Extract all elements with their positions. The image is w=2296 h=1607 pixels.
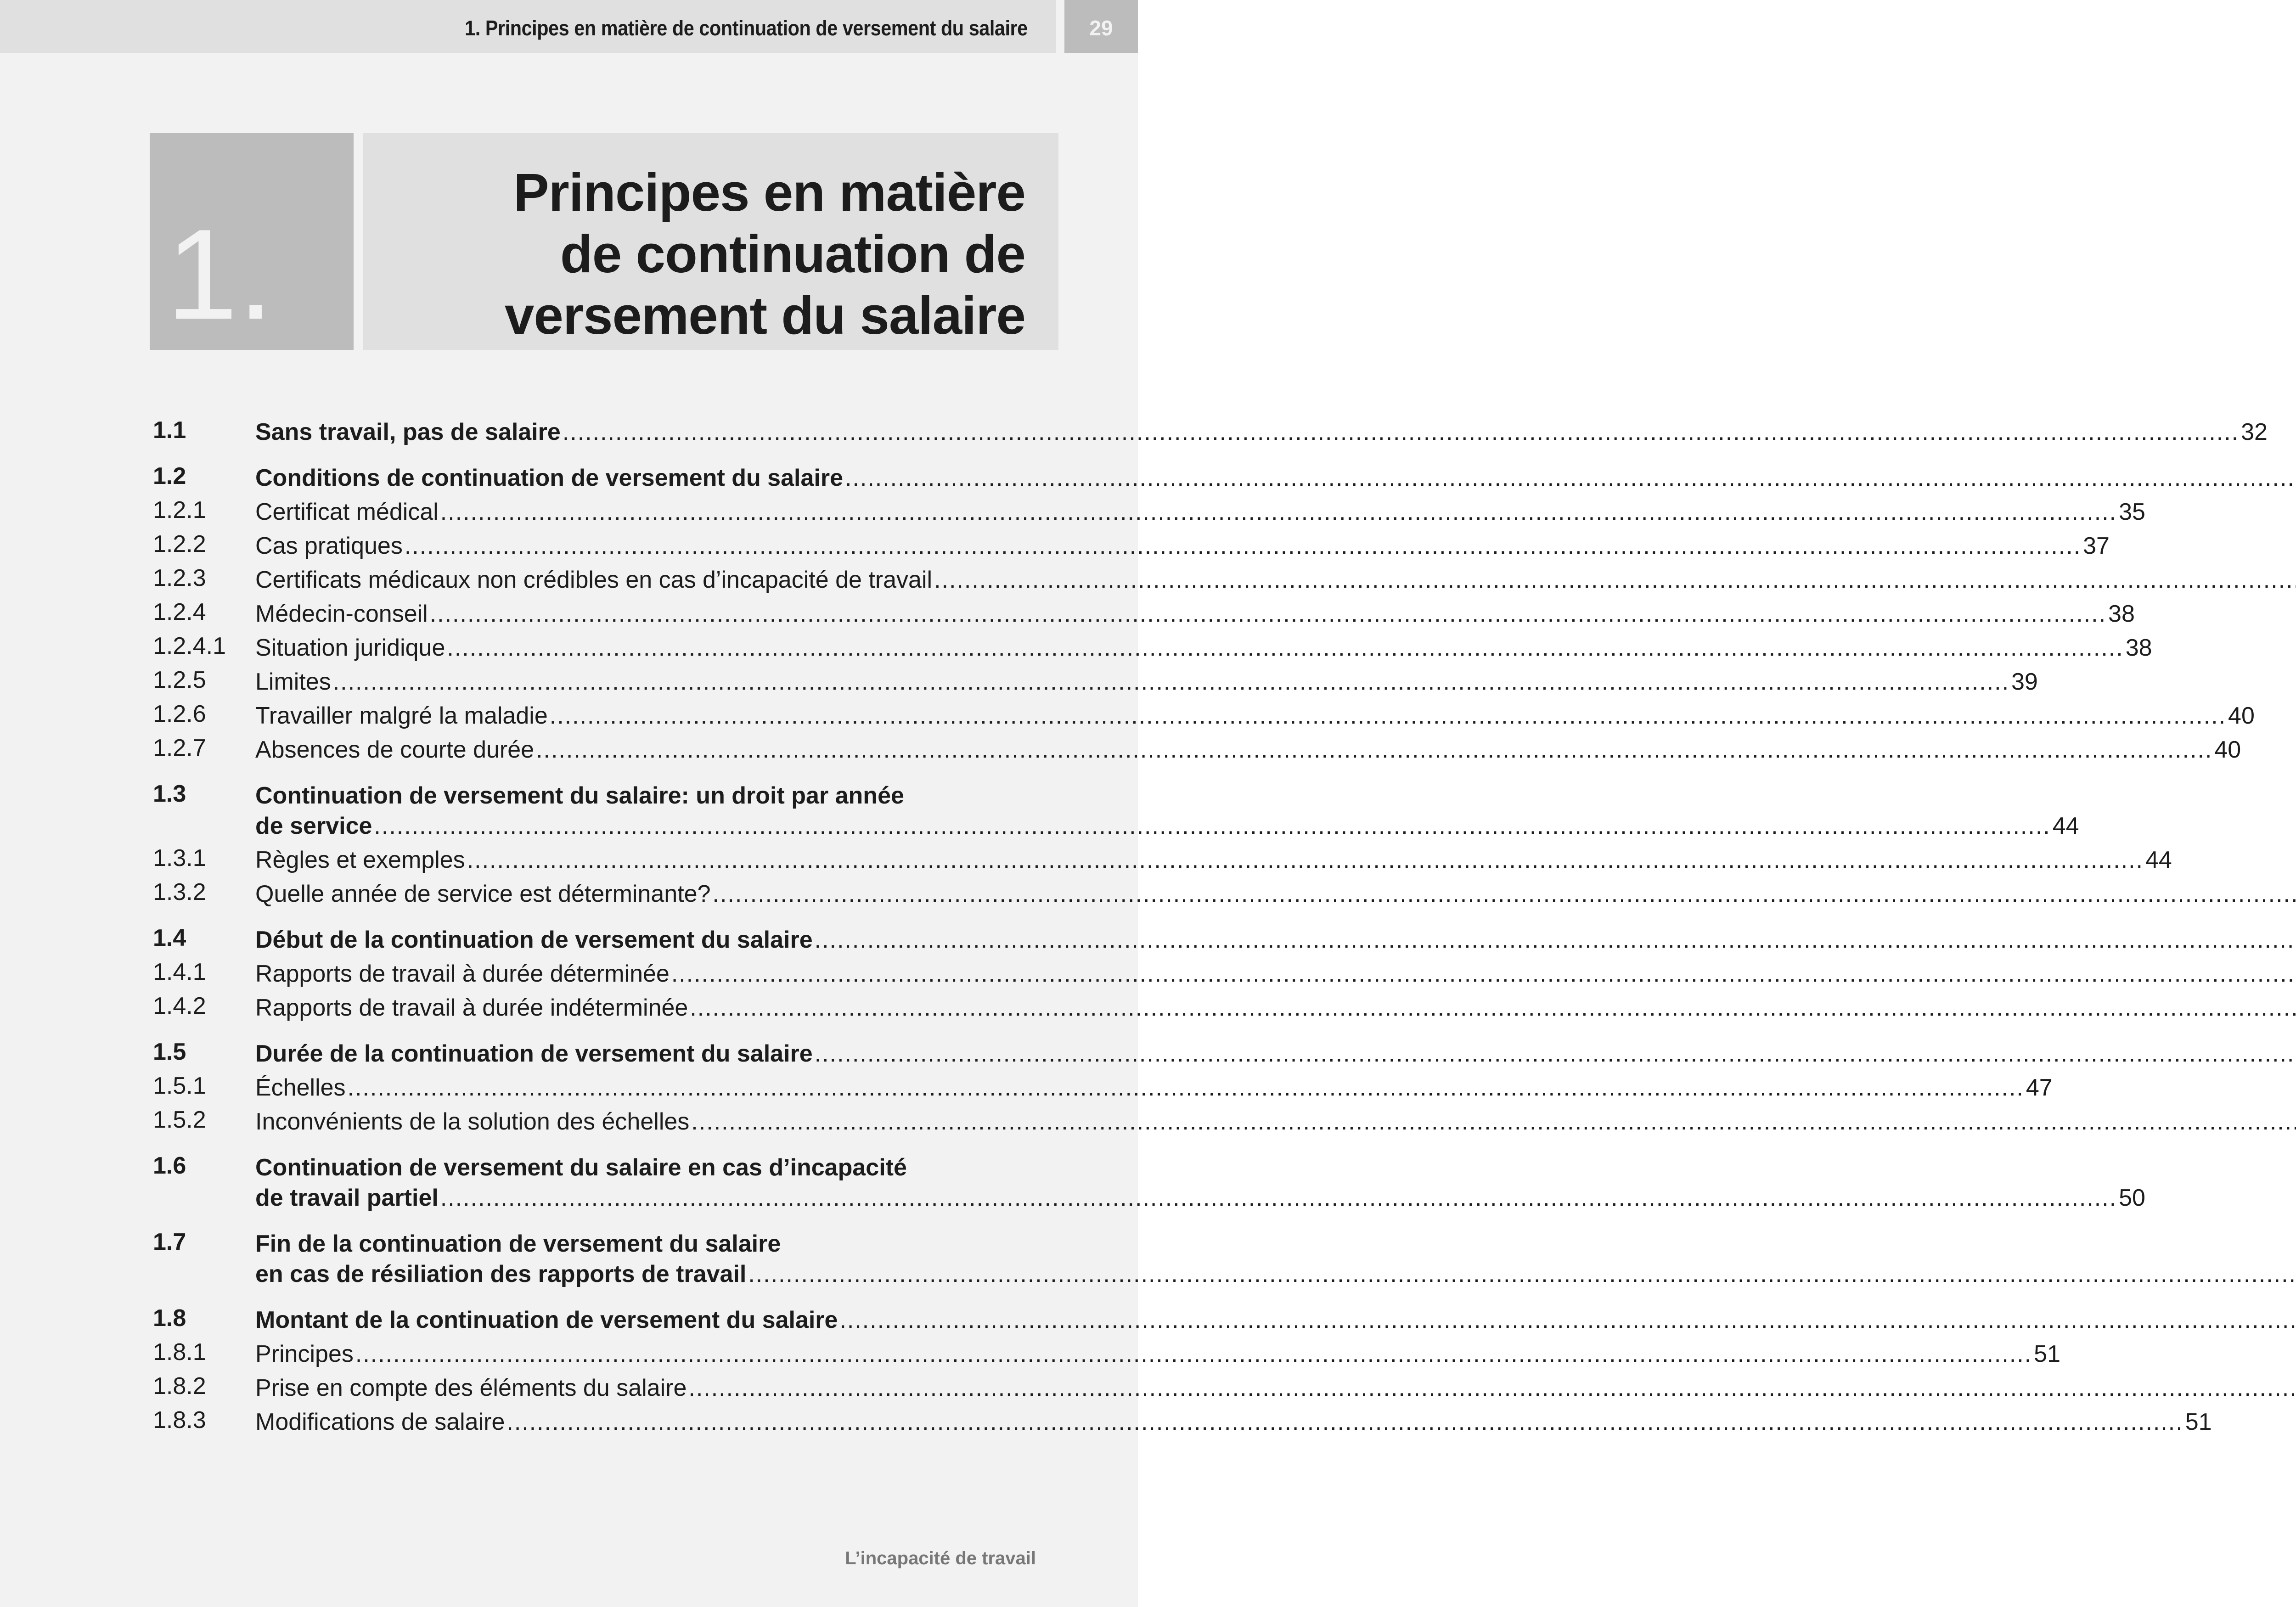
toc-entry-number: 1.2.1 [153,497,206,523]
toc-entry-number: 1.2 [153,463,186,489]
toc-entry-title: Règles et exemples [255,847,465,873]
toc-dot-leader [405,531,2081,561]
toc-dot-leader [688,1373,2296,1403]
toc-entry-body [255,1073,2053,1103]
toc-entry-line [255,1107,2296,1137]
toc-entry-body [255,463,2296,493]
toc-entry-number: 1.8.2 [153,1373,206,1399]
toc-entry[interactable] [153,1403,2212,1437]
toc-entry-body [255,633,2152,663]
toc-dot-leader [934,565,2296,595]
toc-entry-title-line1: Continuation de versement du salaire: un droit par année [255,782,904,809]
chapter-title-line: versement du salaire [504,286,1025,345]
toc-entry-title: Principes [255,1341,354,1367]
toc-entry-body [255,417,2268,447]
toc-entry-body [255,1407,2212,1437]
chapter-title-box [363,133,1058,350]
toc-entry-body [255,531,2110,561]
toc-entry-number: 1.2.4.1 [153,633,226,659]
toc-entry-title: Rapports de travail à durée indéterminée [255,995,688,1021]
toc-entry-line [255,959,2296,989]
toc-entry-number: 1.2.4 [153,599,206,625]
toc-entry-page: 40 [2214,736,2241,763]
toc-entry-body [255,497,2145,527]
toc-entry[interactable] [153,493,2145,527]
toc-entry[interactable] [153,777,2079,841]
toc-entry-page: 38 [2108,601,2135,627]
toc-entry-number: 1.3.2 [153,879,206,905]
toc-dot-leader [845,463,2296,493]
toc-entry-page: 50 [2119,1185,2145,1211]
toc-dot-leader [440,1183,2117,1213]
toc-entry-number: 1.8.3 [153,1407,206,1433]
running-head [0,0,1056,53]
toc-entry-page: 40 [2228,702,2255,729]
toc-entry-page: 37 [2083,533,2110,559]
toc-entry-number: 1.3 [153,781,186,807]
toc-entry-body [255,1229,2296,1289]
toc-entry-page: 47 [2026,1074,2053,1101]
toc-entry-title: Inconvénients de la solution des échelles [255,1108,690,1135]
toc-entry-title: Quelle année de service est déterminante? [255,881,711,907]
toc-entry-title: en cas de résiliation des rapports de travail [255,1261,747,1287]
toc-entry-line [255,735,2241,765]
toc-entry-number: 1.3.1 [153,845,206,871]
toc-entry-page: 38 [2125,635,2152,661]
toc-entry[interactable] [153,1301,1046,1335]
toc-entry-number: 1.2.6 [153,701,206,727]
toc-entry[interactable] [153,527,2110,561]
toc-entry-number: 1.5 [153,1039,186,1065]
toc-entry-line [255,845,2172,875]
toc-entry-page: 51 [2034,1341,2061,1367]
toc-entry-title: de travail partiel [255,1185,439,1211]
footer-book-title: L’incapacité de travail [845,1548,1036,1568]
toc-entry-number: 1.5.1 [153,1073,206,1099]
toc-entry-line [255,1373,2296,1403]
toc-entry-line [255,701,2255,731]
toc-entry[interactable] [153,841,2172,875]
toc-entry[interactable] [153,921,1046,955]
toc-dot-leader [348,1073,2024,1103]
toc-entry-number: 1.8.1 [153,1339,206,1365]
toc-entry-number: 1.6 [153,1152,186,1179]
toc-entry-body [255,735,2241,765]
toc-dot-leader [690,993,2296,1023]
page-number: 29 [1089,16,1113,40]
toc-dot-leader [815,925,2296,955]
toc-entry-number: 1.2.2 [153,531,206,557]
toc-entry-page: 51 [2185,1409,2212,1435]
toc-entry-body [255,565,2296,595]
toc-dot-leader [671,959,2296,989]
toc-entry[interactable] [153,663,2038,697]
toc-entry[interactable] [153,1035,1046,1069]
toc-entry-number: 1.2.3 [153,565,206,591]
toc-entry-title: Situation juridique [255,635,445,661]
toc-entry-title: Absences de courte durée [255,736,535,763]
toc-entry-page: 44 [2145,847,2172,873]
toc-entry-title: Certificat médical [255,499,439,525]
toc-entry[interactable] [153,697,2255,731]
toc-dot-leader [536,735,2212,765]
toc-entry-line [255,1407,2212,1437]
toc-entry-title: Médecin-conseil [255,601,428,627]
toc-entry[interactable] [153,595,2135,629]
toc-entry-body [255,781,2079,841]
toc-entry[interactable] [153,561,1046,595]
toc-entry-title-line1: Fin de la continuation de versement du salaire [255,1231,781,1257]
toc-entry[interactable] [153,1335,2061,1369]
toc-entry-number: 1.4 [153,925,186,951]
toc-dot-leader [374,811,2050,841]
chapter-title-line: de continuation de [560,224,1025,284]
table-of-contents [153,413,2268,1437]
toc-entry-line [255,1305,2296,1335]
toc-entry-body [255,701,2255,731]
toc-entry[interactable] [153,1149,2145,1213]
chapter-title-line: Principes en matière [513,163,1025,222]
toc-entry-line [255,667,2038,697]
toc-entry-line [255,599,2135,629]
toc-entry-title-line1: Continuation de versement du salaire en cas d’incapacité [255,1154,907,1181]
toc-entry-body [255,1152,2145,1213]
toc-entry-line [255,993,2296,1023]
toc-dot-leader [440,497,2117,527]
toc-dot-leader [333,667,2009,697]
toc-entry[interactable] [153,1069,2053,1103]
toc-entry-body [255,879,2296,909]
toc-entry-line [255,1339,2060,1369]
toc-entry-page: 39 [2011,669,2038,695]
toc-entry[interactable] [153,629,2152,663]
chapter-number: 1. [166,203,274,346]
toc-entry-number: 1.5.2 [153,1107,206,1133]
toc-entry-body [255,1107,2296,1137]
toc-entry-body [255,1039,2296,1069]
toc-entry-body [255,959,2296,989]
toc-dot-leader [355,1339,2032,1369]
toc-dot-leader [550,701,2226,731]
toc-entry-line [255,1039,2296,1069]
toc-entry-number: 1.7 [153,1229,186,1255]
toc-entry-title: Prise en compte des éléments du salaire [255,1375,687,1401]
toc-dot-leader [563,417,2239,447]
toc-dot-leader [748,1259,2296,1289]
toc-entry-title: Échelles [255,1074,346,1101]
toc-entry-number: 1.8 [153,1305,186,1332]
toc-entry-line [255,1259,2296,1289]
toc-entry[interactable] [153,731,2241,765]
toc-entry[interactable] [153,955,1046,989]
toc-entry[interactable] [153,1225,1046,1289]
toc-entry[interactable] [153,1369,1046,1403]
toc-entry-page: 32 [2241,419,2268,445]
toc-entry-title: Certificats médicaux non crédibles en cas d’incapacité de travail [255,567,933,593]
toc-dot-leader [839,1305,2296,1335]
toc-entry-title: Cas pratiques [255,533,403,559]
running-head-title: 1. Principes en matière de continuation de versement du salaire [465,16,1028,40]
toc-entry-body [255,1373,2296,1403]
toc-entry-body [255,599,2135,629]
toc-entry-page: 44 [2052,813,2079,839]
toc-entry-number: 1.4.1 [153,959,206,985]
toc-entry-number: 1.4.2 [153,993,206,1019]
toc-entry-title: Rapports de travail à durée déterminée [255,961,670,987]
toc-entry[interactable] [153,459,1046,493]
toc-dot-leader [506,1407,2183,1437]
toc-entry-body [255,845,2172,875]
toc-entry-title: Conditions de continuation de versement du salaire [255,465,843,491]
toc-entry[interactable] [153,989,1046,1023]
toc-entry-title: Montant de la continuation de versement du salaire [255,1307,838,1333]
toc-entry-title: de service [255,813,372,839]
toc-entry-title: Limites [255,669,331,695]
toc-entry-title: Travailler malgré la maladie [255,702,548,729]
chapter-number-box [150,133,354,350]
toc-dot-leader [713,879,2296,909]
toc-entry-line [255,463,2296,493]
toc-entry-line [255,1073,2053,1103]
toc-dot-leader [447,633,2123,663]
page-number-box [1064,0,1138,53]
toc-entry-line [255,633,2152,663]
toc-entry-number: 1.2.5 [153,667,206,693]
toc-entry[interactable] [153,413,2268,447]
toc-entry-line [255,565,2296,595]
toc-entry-line [255,497,2145,527]
toc-entry-number: 1.2.7 [153,735,206,761]
toc-entry-title: Durée de la continuation de versement du salaire [255,1040,813,1067]
toc-entry-title: Modifications de salaire [255,1409,505,1435]
toc-entry-body [255,925,2296,955]
toc-dot-leader [691,1107,2296,1137]
chapter-title [505,162,1025,346]
toc-entry-line [255,531,2110,561]
toc-entry-body [255,1339,2060,1369]
toc-dot-leader [815,1039,2296,1069]
toc-entry-body [255,993,2296,1023]
toc-entry-line [255,925,2296,955]
toc-entry-page: 35 [2119,499,2145,525]
toc-entry-line [255,811,2079,841]
toc-entry-line [255,879,2296,909]
toc-entry-body [255,1305,2296,1335]
toc-entry-title: Sans travail, pas de salaire [255,419,561,445]
toc-entry[interactable] [153,875,1046,909]
toc-entry-line [255,417,2268,447]
toc-entry-line [255,1183,2145,1213]
toc-entry-body [255,667,2038,697]
toc-entry-number: 1.1 [153,417,186,444]
toc-entry-title: Début de la continuation de versement du salaire [255,927,813,953]
toc-dot-leader [467,845,2144,875]
toc-entry[interactable] [153,1103,1046,1137]
toc-dot-leader [430,599,2106,629]
